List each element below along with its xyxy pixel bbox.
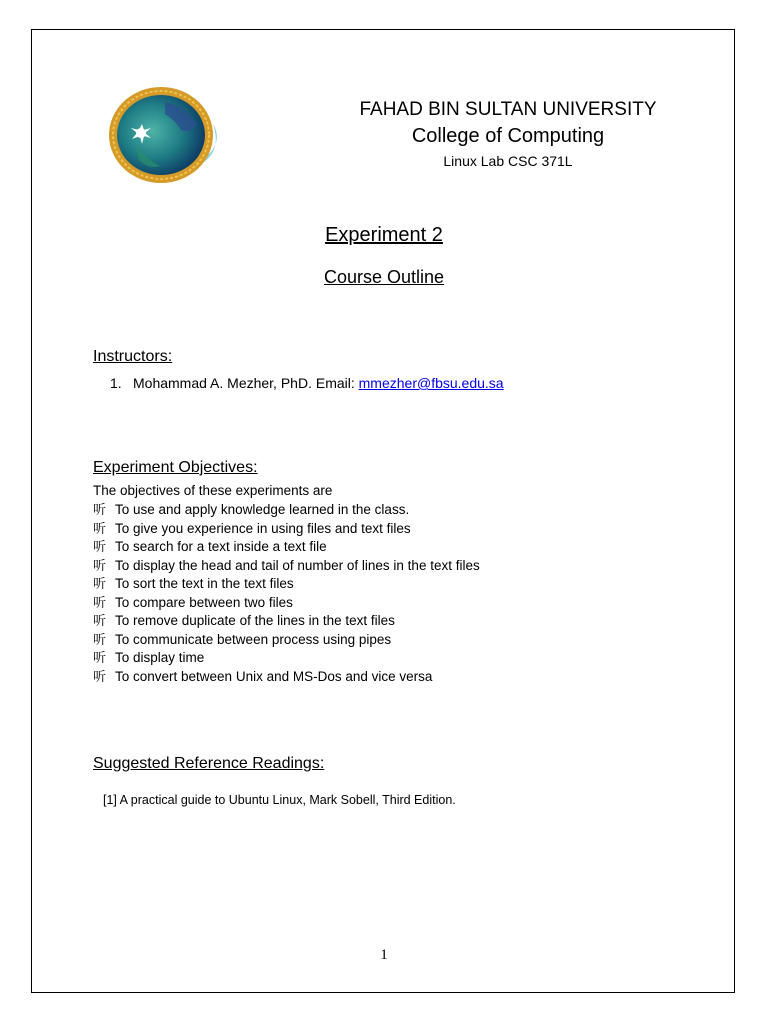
bullet-glyph: 听 <box>93 632 107 648</box>
objective-text: To compare between two files <box>115 594 293 610</box>
university-logo <box>105 84 227 190</box>
objective-item <box>93 575 480 594</box>
objective-item <box>93 557 480 576</box>
bullet-glyph: 听 <box>93 503 107 518</box>
instructor-item <box>110 375 504 391</box>
objective-item <box>93 668 480 687</box>
objective-text: To convert between Unix and MS-Dos and vice versa <box>115 668 433 684</box>
objective-text: To use and apply knowledge learned in the class. <box>115 502 410 517</box>
objective-item <box>93 594 480 613</box>
objective-item <box>93 501 480 520</box>
page-number: 1 <box>380 947 388 963</box>
objective-text: To display the head and tail of number of lines in the text files <box>115 557 480 573</box>
objective-text: To remove duplicate of the lines in the text files <box>115 613 395 628</box>
bullet-glyph: 听 <box>93 577 107 592</box>
experiment-title: Experiment 2 <box>325 224 443 246</box>
bullet-glyph: 听 <box>93 595 107 611</box>
objective-text: To give you experience in using files and text files <box>115 520 411 536</box>
bullet-glyph: 听 <box>93 651 107 666</box>
bullet-glyph: 听 <box>93 614 107 629</box>
objective-item <box>93 631 480 650</box>
objective-text: To sort the text in the text files <box>115 576 294 591</box>
university-name: FAHAD BIN SULTAN UNIVERSITY <box>359 99 657 120</box>
objective-text: To communicate between process using pipes <box>115 631 392 647</box>
readings-heading: Suggested Reference Readings: <box>93 755 325 772</box>
objectives-list <box>93 501 480 686</box>
objective-item <box>93 612 480 631</box>
instructor-text: Mohammad A. Mezher, PhD. Email: <box>133 375 359 391</box>
reference-item: [1] A practical guide to Ubuntu Linux, Mark Sobell, Third Edition. <box>103 793 456 807</box>
bullet-glyph: 听 <box>93 669 107 685</box>
lab-name: Linux Lab CSC 371L <box>443 153 573 169</box>
objectives-heading: Experiment Objectives: <box>93 459 258 476</box>
course-outline-title: Course Outline <box>323 267 445 287</box>
objective-text: To display time <box>115 650 205 665</box>
objective-item <box>93 649 480 668</box>
college-name: College of Computing <box>411 125 605 147</box>
email-link[interactable]: mmezher@fbsu.edu.sa <box>358 375 504 391</box>
objectives-intro: The objectives of these experiments are <box>93 483 333 498</box>
bullet-glyph: 听 <box>93 540 107 555</box>
bullet-glyph: 听 <box>93 558 107 574</box>
instructors-heading: Instructors: <box>93 348 173 365</box>
bullet-glyph: 听 <box>93 521 107 537</box>
objective-item <box>93 538 480 557</box>
objective-item <box>93 520 480 539</box>
list-number: 1. <box>110 375 122 391</box>
objective-text: To search for a text inside a text file <box>115 539 327 554</box>
